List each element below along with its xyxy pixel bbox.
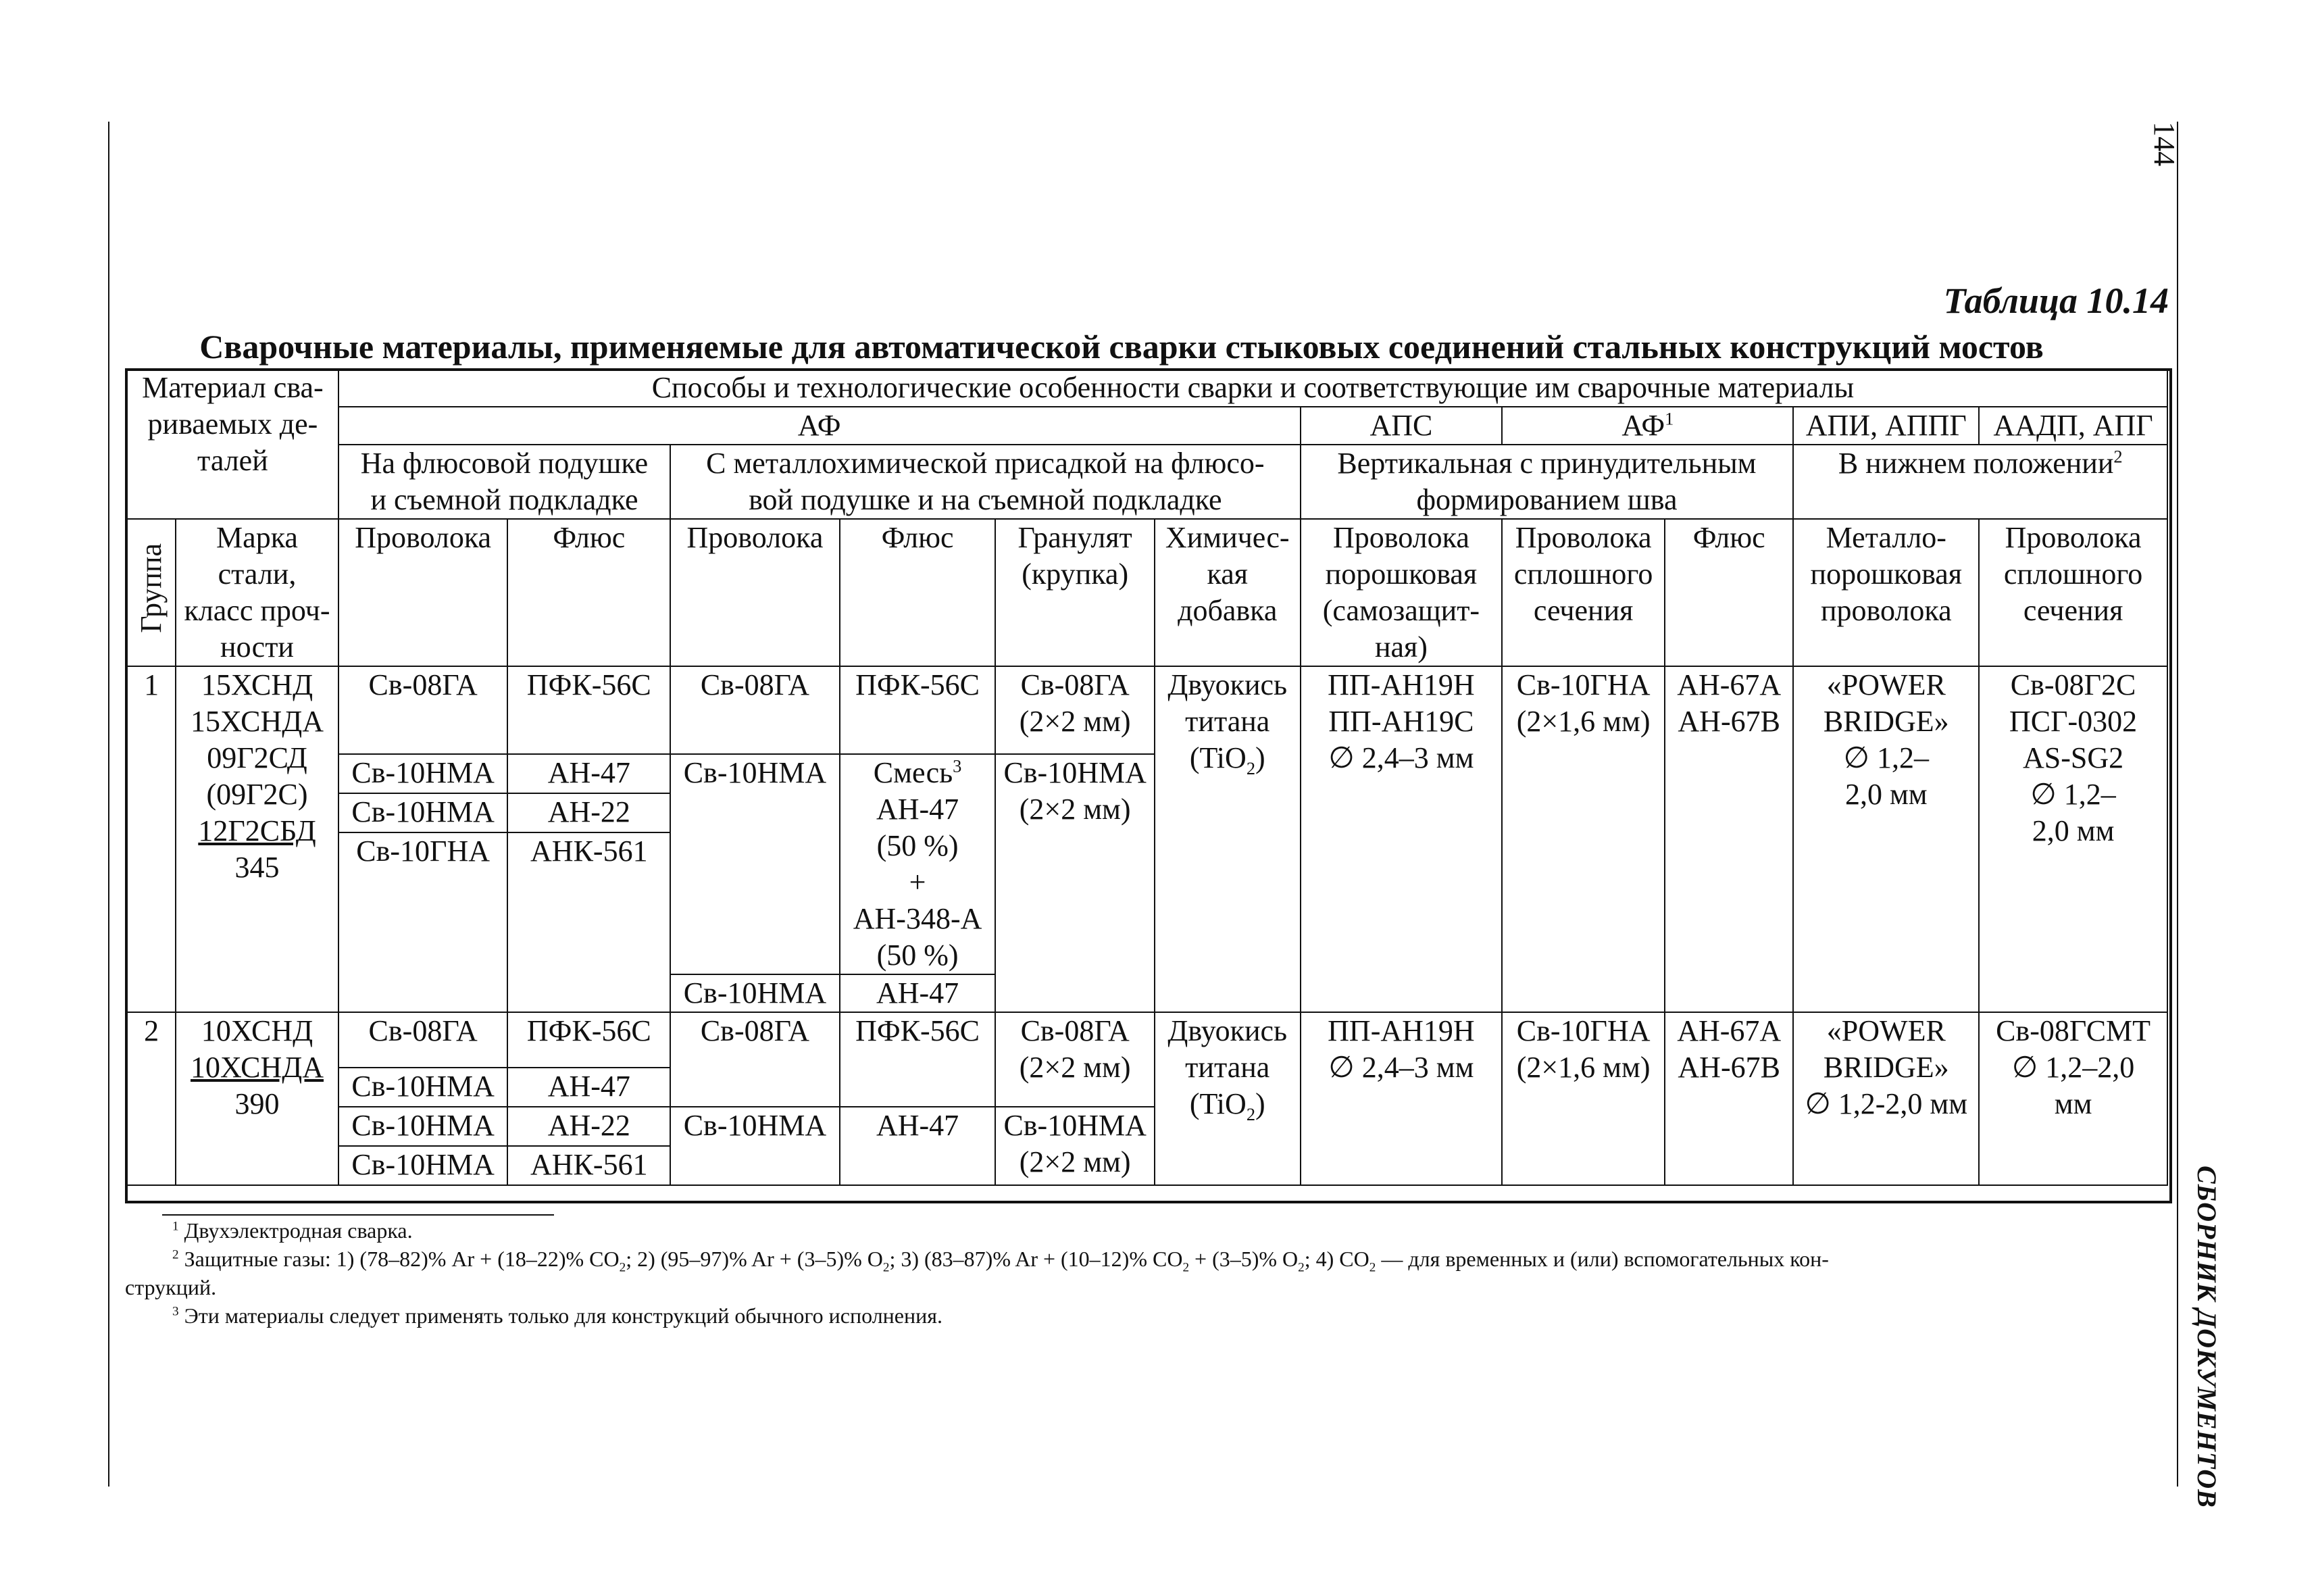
header-api: АПИ, АППГ: [1793, 407, 1979, 445]
group1-wire2-0: Св-08ГА: [670, 666, 840, 754]
header-aadp: ААДП, АПГ: [1979, 407, 2167, 445]
group2-wire1-1: Св-10НМА: [338, 1068, 508, 1107]
footnote-3: [125, 1301, 2167, 1330]
footnote-2-part-f: — для временных и (или) вспомогательных кон- струкций.: [125, 1247, 1829, 1299]
group1-wire2-1: Св-10НМА: [670, 754, 840, 974]
header-af1-sup: 1: [1665, 408, 1674, 429]
header-chem: Химичес- кая добавка: [1155, 519, 1301, 666]
header-powder-wire: Проволока порошковая (самозащит- ная): [1301, 519, 1503, 666]
header-wire2: Проволока: [670, 519, 840, 666]
group2-flux1-2: АН-22: [507, 1107, 670, 1146]
header-af: АФ: [338, 407, 1301, 445]
book-title: СБОРНИК ДОКУМЕНТОВ: [2192, 1166, 2222, 1508]
header-group: [127, 519, 176, 666]
table-title: Сварочные материалы, применяемые для автоматической сварки стыковых соединений стальных конструкций мостов: [199, 328, 2044, 366]
group2-chem-end: ): [1255, 1087, 1265, 1120]
group2-wire1-2: Св-10НМА: [338, 1107, 508, 1146]
footnote-2: [125, 1245, 2167, 1301]
footnote-3-text: Эти материалы следует применять только для конструкций обычного исполнения.: [178, 1303, 942, 1328]
group1-flux2-2: АН-47: [840, 974, 996, 1012]
group1-flux1-0: ПФК-56С: [507, 666, 670, 754]
group1-flux1-1: АН-47: [507, 754, 670, 793]
header-group-text: Группа: [134, 543, 168, 633]
group1-flux2-mix-composition: АН-47 (50 %) + АН-348-А (50 %): [853, 793, 982, 972]
footnote-2-sub-a: 2: [619, 1260, 626, 1275]
footnote-2-mark: 2: [172, 1247, 179, 1262]
page-right-rule: [2177, 122, 2178, 1487]
footnote-rule: [162, 1214, 554, 1216]
footnotes: [125, 1216, 2167, 1330]
group2-solid-wire-2: Св-08ГСМТ ∅ 1,2–2,0 мм: [1979, 1012, 2167, 1185]
group1-granulate-b: Св-10НМА (2×2 мм): [995, 754, 1155, 1012]
group2-flux3: АН-67А АН-67В: [1665, 1012, 1794, 1185]
group1-flux2-mix: [840, 754, 996, 974]
group1-flux2-0: ПФК-56С: [840, 666, 996, 754]
footnote-1-mark: 1: [172, 1219, 179, 1234]
header-metallochem: С металлохимической присадкой на флюсо- вой подушке и на съемной подкладке: [670, 445, 1300, 519]
header-aps: АПС: [1301, 407, 1503, 445]
group1-number: 1: [127, 666, 176, 1012]
footnote-3-mark: 3: [172, 1304, 179, 1319]
group2-chem: [1155, 1012, 1301, 1185]
group2-wire2-1: Св-10НМА: [670, 1107, 840, 1185]
group2-flux1-1: АН-47: [507, 1068, 670, 1107]
header-steel: Марка стали, класс проч- ности: [176, 519, 338, 666]
footnote-2-part-c: ; 3) (83–87)% Ar + (10–12)% CO: [889, 1247, 1183, 1271]
footnote-2-part-e: ; 4) CO: [1304, 1247, 1369, 1271]
footnote-2-sub-c: 2: [1182, 1260, 1190, 1275]
table-number: Таблица 10.14: [1943, 280, 2169, 321]
group1-wire1-1: Св-10НМА: [338, 754, 508, 793]
header-flux2: Флюс: [840, 519, 996, 666]
header-af1: [1502, 407, 1793, 445]
footnote-2-part-b: ; 2) (95–97)% Ar + (3–5)% O: [626, 1247, 883, 1271]
group2-granulate-a: Св-08ГА (2×2 мм): [995, 1012, 1155, 1107]
group1-wire1-2: Св-10НМА: [338, 793, 508, 832]
header-vertical: Вертикальная с принудительным формированием шва: [1301, 445, 1794, 519]
group2-steel: [176, 1012, 338, 1185]
footnote-2-sub-b: 2: [882, 1260, 890, 1275]
group1-chem-sub: 2: [1246, 757, 1256, 778]
group2-metal-powder-wire: «POWER BRIDGE» ∅ 1,2-2,0 мм: [1793, 1012, 1979, 1185]
group2-number: 2: [127, 1012, 176, 1185]
group1-metal-powder-wire: «POWER BRIDGE» ∅ 1,2– 2,0 мм: [1793, 666, 1979, 1012]
footnote-1: [125, 1216, 2167, 1245]
group2-solid-wire: Св-10ГНА (2×1,6 мм): [1502, 1012, 1665, 1185]
group2-granulate-b: Св-10НМА (2×2 мм): [995, 1107, 1155, 1185]
header-material: Материал сва- риваемых де- талей: [127, 370, 338, 519]
header-flux-pad: На флюсовой подушке и съемной подкладке: [338, 445, 670, 519]
group1-steel-c: 345: [234, 851, 280, 884]
group1-wire2-2: Св-10НМА: [670, 974, 840, 1012]
group1-flux3: АН-67А АН-67В: [1665, 666, 1794, 1012]
group2-flux2-1: АН-47: [840, 1107, 996, 1185]
header-metal-powder-wire: Металло- порошковая проволока: [1793, 519, 1979, 666]
group2-powder-wire: ПП-АН19Н ∅ 2,4–3 мм: [1301, 1012, 1503, 1185]
group2-wire1-0: Св-08ГА: [338, 1012, 508, 1068]
group2-steel-a: 10ХСНД: [201, 1014, 313, 1047]
page-number: 144: [2148, 122, 2181, 166]
group1-steel-b: 12Г2СБД: [198, 814, 316, 847]
group1-flux1-3: АНК-561: [507, 832, 670, 1012]
group1-powder-wire: ПП-АН19Н ПП-АН19С ∅ 2,4–3 мм: [1301, 666, 1503, 1012]
footnote-1-text: Двухэлектродная сварка.: [178, 1218, 413, 1243]
header-solid-wire: Проволока сплошного сечения: [1502, 519, 1665, 666]
footnote-2-sub-e: 2: [1369, 1260, 1376, 1275]
group1-wire1-3: Св-10ГНА: [338, 832, 508, 1012]
header-lower-sup: 2: [2113, 446, 2123, 467]
header-wire1: Проволока: [338, 519, 508, 666]
group1-chem-text: Двуокись титана (TiO: [1167, 668, 1288, 774]
group2-chem-text: Двуокись титана (TiO: [1167, 1014, 1288, 1120]
group2-flux2-0: ПФК-56С: [840, 1012, 996, 1107]
header-lower: [1793, 445, 2167, 519]
header-methods: Способы и технологические особенности сварки и соответствующие им сварочные материалы: [338, 370, 2167, 407]
group2-flux1-0: ПФК-56С: [507, 1012, 670, 1068]
group1-solid-wire: Св-10ГНА (2×1,6 мм): [1502, 666, 1665, 1012]
group1-chem-end: ): [1255, 741, 1265, 774]
welding-materials-table: [126, 370, 2168, 1186]
group1-steel-a: 15ХСНД 15ХСНДА 09Г2СД (09Г2С): [191, 668, 324, 811]
footnote-2-sub-d: 2: [1298, 1260, 1305, 1275]
header-flux1: Флюс: [507, 519, 670, 666]
page-left-rule: [108, 122, 109, 1487]
group1-wire1-0: Св-08ГА: [338, 666, 508, 754]
group1-chem: [1155, 666, 1301, 1012]
group1-flux2-mix-sup: 3: [953, 755, 962, 776]
header-solid-wire-2: Проволока сплошного сечения: [1979, 519, 2167, 666]
footnote-2-part-d: + (3–5)% O: [1189, 1247, 1299, 1271]
group2-chem-sub: 2: [1246, 1103, 1256, 1124]
group1-row-1: [127, 666, 2167, 754]
header-af1-text: АФ: [1621, 409, 1665, 442]
group2-row-1: [127, 1012, 2167, 1068]
group1-solid-wire-2: Св-08Г2С ПСГ-0302 AS-SG2 ∅ 1,2– 2,0 мм: [1979, 666, 2167, 1012]
group2-wire1-3: Св-10НМА: [338, 1146, 508, 1185]
group1-flux2-mix-label: Смесь: [873, 756, 953, 789]
header-flux3: Флюс: [1665, 519, 1794, 666]
header-lower-text: В нижнем положении: [1838, 447, 2114, 480]
group2-steel-c: 390: [234, 1087, 280, 1120]
group2-steel-b: 10ХСНДА: [191, 1051, 324, 1084]
header-granulate: Гранулят (крупка): [995, 519, 1155, 666]
group2-wire2-0: Св-08ГА: [670, 1012, 840, 1107]
group2-flux1-3: АНК-561: [507, 1146, 670, 1185]
group1-granulate-a: Св-08ГА (2×2 мм): [995, 666, 1155, 754]
group1-steel: [176, 666, 338, 1012]
group1-flux1-2: АН-22: [507, 793, 670, 832]
footnote-2-part-a: Защитные газы: 1) (78–82)% Ar + (18–22)% CO: [178, 1247, 620, 1271]
